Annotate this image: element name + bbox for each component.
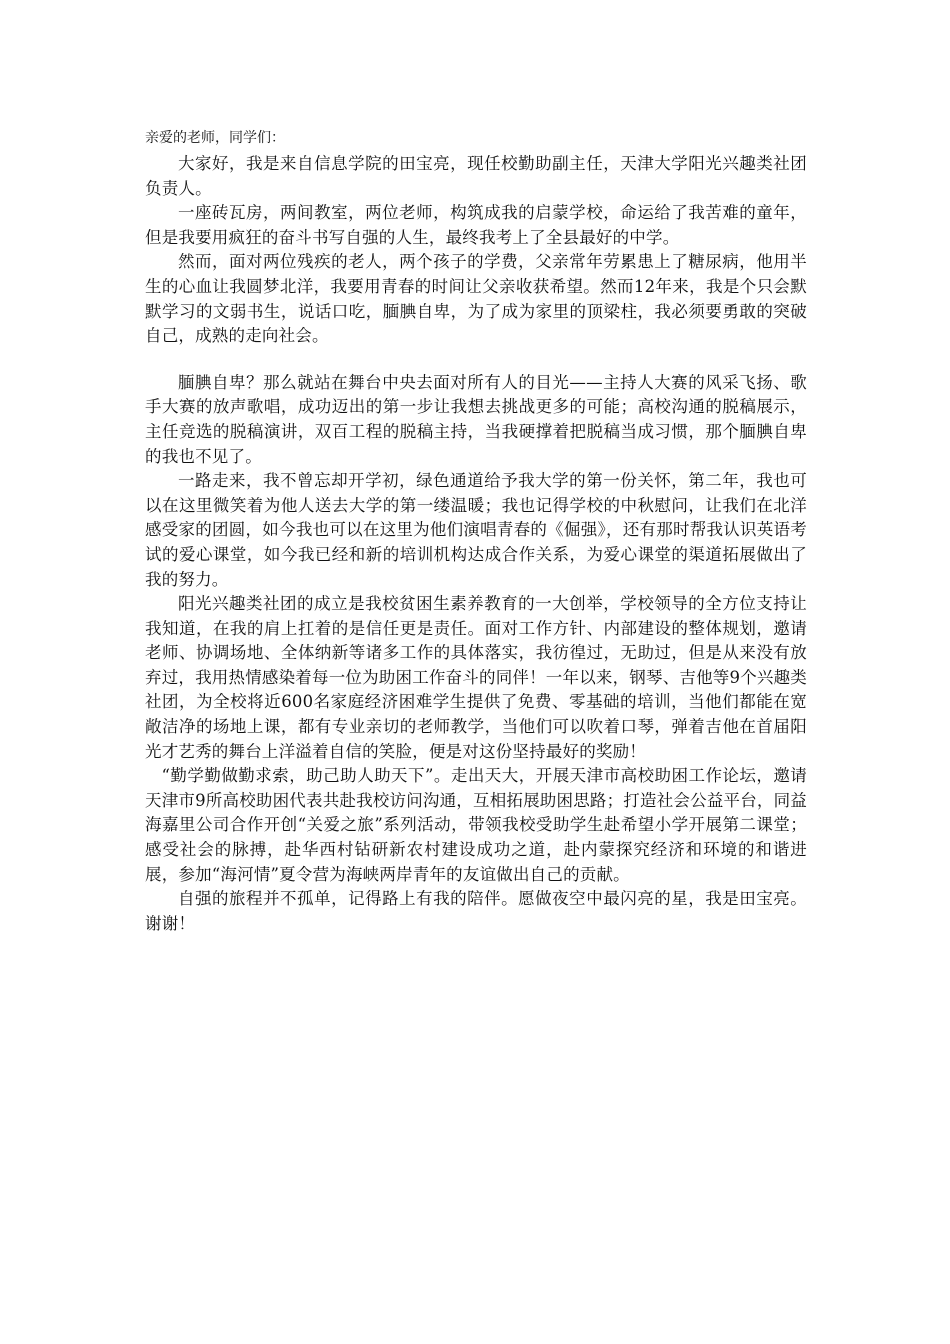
paragraph-childhood: 一座砖瓦房，两间教室，两位老师，构筑成我的启蒙学校，命运给了我苦难的童年，但是我要用疯狂的奋斗书写自强的人生，最终我考上了全县最好的中学。 bbox=[145, 203, 807, 247]
paragraph-family: 然而，面对两位残疾的老人，两个孩子的学费，父亲常年劳累患上了糖尿病，他用半生的心血让我圆梦北洋，我要用青春的时间让父亲收获希望。然而12年来，我是个只会默默学习的文弱书生，说话口吃，腼腆自卑，为了成为家里的顶梁柱，我必须要勇敢的突破自己，成熟的走向社会。 bbox=[145, 252, 807, 346]
paragraph-spacer bbox=[145, 349, 807, 371]
paragraph-motto: “勤学勤做勤求索，助己助人助天下”。走出天大，开展天津市高校助困工作论坛，邀请天津市9所高校助困代表共赴我校访问沟通，互相拓展助困思路；打造社会公益平台，同益海嘉里公司合作开创“关爱之旅”系列活动，带领我校受助学生赴希望小学开展第二课堂；感受社会的脉搏，赴华西村钻研新农村建设成功之道，赴内蒙探究经济和环境的和谐进展，参加“海河情”夏令营为海峡两岸青年的友谊做出自己的贡献。 bbox=[145, 766, 807, 884]
paragraph-shyness: 腼腆自卑？那么就站在舞台中央去面对所有人的目光——主持人大赛的风采飞扬、歌手大赛的放声歌唱，成功迈出的第一步让我想去挑战更多的可能；高校沟通的脱稿展示，主任竞选的脱稿演讲，双百工程的脱稿主持，当我硬撑着把脱稿当成习惯，那个腼腆自卑的我也不见了。 bbox=[145, 372, 807, 466]
paragraph-clubs: 阳光兴趣类社团的成立是我校贫困生素养教育的一大创举，学校领导的全方位支持让我知道，在我的肩上扛着的是信任更是责任。面对工作方针、内部建设的整体规划，邀请老师、协调场地、全体纳新等诸多工作的具体落实，我彷徨过，无助过，但是从来没有放弃过，我用热情感染着每一位为助困工作奋斗的同伴！一年以来，钢琴、吉他等9个兴趣类社团，为全校将近600名家庭经济困难学生提供了免费、零基础的培训，当他们都能在宽敞洁净的场地上课，都有专业亲切的老师教学，当他们可以吹着口琴，弹着吉他在首届阳光才艺秀的舞台上洋溢着自信的笑脸，便是对这份坚持最好的奖励！ bbox=[145, 594, 807, 761]
paragraph-intro: 大家好，我是来自信息学院的田宝亮，现任校勤助副主任，天津大学阳光兴趣类社团负责人。 bbox=[145, 154, 807, 198]
paragraph-closing: 自强的旅程并不孤单，记得路上有我的陪伴。愿做夜空中最闪亮的星，我是田宝亮。谢谢！ bbox=[145, 889, 807, 933]
paragraph-journey: 一路走来，我不曾忘却开学初，绿色通道给予我大学的第一份关怀，第二年，我也可以在这里微笑着为他人送去大学的第一缕温暖；我也记得学校的中秋慰问，让我们在北洋感受家的团圆，如今我也可以在这里为他们演唱青春的《倔强》，还有那时帮我认识英语考试的爱心课堂，如今我已经和新的培训机构达成合作关系，为爱心课堂的渠道拓展做出了我的努力。 bbox=[145, 471, 807, 589]
document-page bbox=[145, 128, 807, 936]
salutation: 亲爱的老师，同学们： bbox=[145, 130, 285, 146]
